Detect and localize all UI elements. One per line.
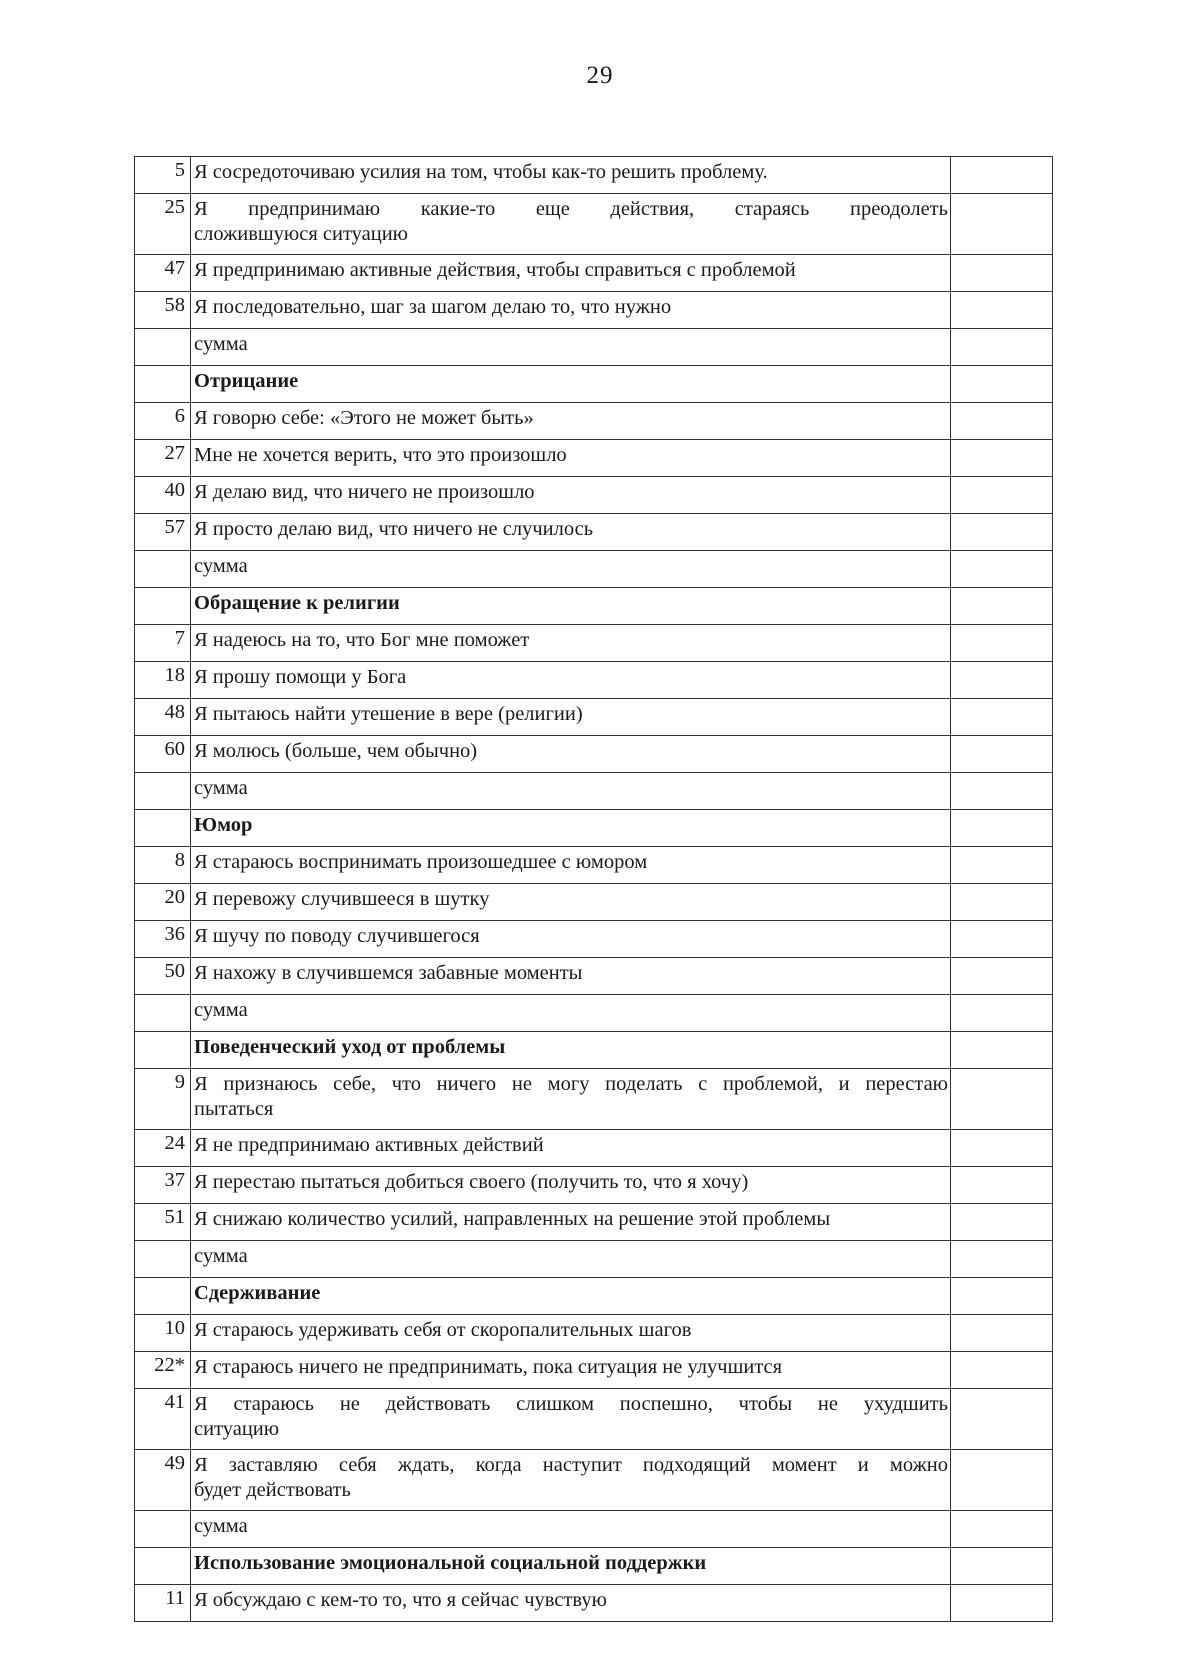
table-row: [135, 699, 1053, 736]
answer-cell: [951, 194, 1053, 255]
section-title: Отрицание: [191, 366, 951, 403]
table-row: [135, 1167, 1053, 1204]
item-statement: Я сосредоточиваю усилия на том, чтобы как-то решить проблему.: [191, 157, 951, 194]
item-number: 41: [135, 1389, 191, 1450]
item-number: 11: [135, 1585, 191, 1622]
item-number: [135, 810, 191, 847]
sum-label: сумма: [191, 1511, 951, 1548]
item-number: 10: [135, 1315, 191, 1352]
answer-cell: [951, 403, 1053, 440]
answer-cell: [951, 1511, 1053, 1548]
answer-cell: [951, 292, 1053, 329]
item-statement: [191, 1389, 951, 1450]
answer-cell: [951, 440, 1053, 477]
item-number: 57: [135, 514, 191, 551]
table-row: [135, 255, 1053, 292]
section-header-row: [135, 588, 1053, 625]
item-statement: [191, 1450, 951, 1511]
item-number: 7: [135, 625, 191, 662]
answer-cell: [951, 1352, 1053, 1389]
item-number: [135, 1278, 191, 1315]
sum-label: сумма: [191, 995, 951, 1032]
table-row: [135, 1069, 1053, 1130]
item-number: 37: [135, 1167, 191, 1204]
item-number: 49: [135, 1450, 191, 1511]
table-row: [135, 736, 1053, 773]
item-statement: Я обсуждаю с кем-то то, что я сейчас чувствую: [191, 1585, 951, 1622]
item-statement: Я надеюсь на то, что Бог мне поможет: [191, 625, 951, 662]
table-row: [135, 1315, 1053, 1352]
section-header-row: [135, 810, 1053, 847]
item-statement: Я предпринимаю активные действия, чтобы справиться с проблемой: [191, 255, 951, 292]
answer-cell: [951, 1241, 1053, 1278]
item-statement: Мне не хочется верить, что это произошло: [191, 440, 951, 477]
table-row: [135, 847, 1053, 884]
sum-row: [135, 551, 1053, 588]
item-statement: Я перевожу случившееся в шутку: [191, 884, 951, 921]
answer-cell: [951, 1167, 1053, 1204]
item-number: [135, 773, 191, 810]
sum-row: [135, 1511, 1053, 1548]
section-header-row: [135, 366, 1053, 403]
answer-cell: [951, 847, 1053, 884]
answer-cell: [951, 1315, 1053, 1352]
sum-label: сумма: [191, 1241, 951, 1278]
questionnaire-table: [134, 156, 1053, 1622]
item-statement: Я не предпринимаю активных действий: [191, 1130, 951, 1167]
answer-cell: [951, 588, 1053, 625]
item-statement: Я молюсь (больше, чем обычно): [191, 736, 951, 773]
table-row: [135, 884, 1053, 921]
answer-cell: [951, 1278, 1053, 1315]
answer-cell: [951, 699, 1053, 736]
sum-row: [135, 1241, 1053, 1278]
sum-label: сумма: [191, 329, 951, 366]
item-number: 47: [135, 255, 191, 292]
sum-row: [135, 995, 1053, 1032]
sum-row: [135, 329, 1053, 366]
answer-cell: [951, 255, 1053, 292]
item-statement-line-1: Я заставляю себя ждать, когда наступит подходящий момент и можно: [194, 1454, 948, 1476]
item-statement: Я перестаю пытаться добиться своего (получить то, что я хочу): [191, 1167, 951, 1204]
answer-cell: [951, 1032, 1053, 1069]
answer-cell: [951, 477, 1053, 514]
table-row: [135, 440, 1053, 477]
item-number: 40: [135, 477, 191, 514]
table-row: [135, 1130, 1053, 1167]
item-number: 18: [135, 662, 191, 699]
answer-cell: [951, 736, 1053, 773]
answer-cell: [951, 157, 1053, 194]
item-statement-line-2: пытаться: [194, 1098, 274, 1120]
page-number: 29: [586, 62, 614, 89]
sum-label: сумма: [191, 773, 951, 810]
section-header-row: [135, 1548, 1053, 1585]
answer-cell: [951, 1204, 1053, 1241]
item-number: 48: [135, 699, 191, 736]
table-row: [135, 194, 1053, 255]
item-statement: Я нахожу в случившемся забавные моменты: [191, 958, 951, 995]
section-title: Юмор: [191, 810, 951, 847]
answer-cell: [951, 884, 1053, 921]
answer-cell: [951, 958, 1053, 995]
table-row: [135, 157, 1053, 194]
item-number: [135, 588, 191, 625]
item-number: [135, 1241, 191, 1278]
answer-cell: [951, 773, 1053, 810]
item-statement: Я говорю себе: «Этого не может быть»: [191, 403, 951, 440]
section-header-row: [135, 1032, 1053, 1069]
table-row: [135, 1389, 1053, 1450]
sum-label: сумма: [191, 551, 951, 588]
section-title: Сдерживание: [191, 1278, 951, 1315]
table-row: [135, 662, 1053, 699]
table-row: [135, 1352, 1053, 1389]
section-header-row: [135, 1278, 1053, 1315]
item-statement: [191, 194, 951, 255]
answer-cell: [951, 662, 1053, 699]
item-statement: Я просто делаю вид, что ничего не случилось: [191, 514, 951, 551]
item-number: 22*: [135, 1352, 191, 1389]
section-title: Обращение к религии: [191, 588, 951, 625]
item-number: [135, 1511, 191, 1548]
item-number: 36: [135, 921, 191, 958]
table-row: [135, 403, 1053, 440]
item-number: 5: [135, 157, 191, 194]
item-statement: Я стараюсь воспринимать произошедшее с юмором: [191, 847, 951, 884]
item-number: 50: [135, 958, 191, 995]
item-number: 25: [135, 194, 191, 255]
item-statement: Я шучу по поводу случившегося: [191, 921, 951, 958]
item-statement: Я снижаю количество усилий, направленных на решение этой проблемы: [191, 1204, 951, 1241]
section-title: Поведенческий уход от проблемы: [191, 1032, 951, 1069]
item-statement: [191, 1069, 951, 1130]
table-row: [135, 625, 1053, 662]
table-row: [135, 514, 1053, 551]
answer-cell: [951, 921, 1053, 958]
table-row: [135, 1204, 1053, 1241]
item-statement-line-2: будет действовать: [194, 1479, 351, 1501]
item-number: 8: [135, 847, 191, 884]
section-title: Использование эмоциональной социальной поддержки: [191, 1548, 951, 1585]
answer-cell: [951, 625, 1053, 662]
item-number: 6: [135, 403, 191, 440]
item-statement-line-2: ситуацию: [194, 1418, 280, 1440]
answer-cell: [951, 551, 1053, 588]
table-row: [135, 921, 1053, 958]
item-statement-line-1: Я предпринимаю какие-то еще действия, стараясь преодолеть: [194, 198, 948, 220]
answer-cell: [951, 329, 1053, 366]
item-statement: Я последовательно, шаг за шагом делаю то, что нужно: [191, 292, 951, 329]
sum-row: [135, 773, 1053, 810]
item-statement-line-1: Я признаюсь себе, что ничего не могу поделать с проблемой, и перестаю: [194, 1073, 948, 1095]
answer-cell: [951, 1130, 1053, 1167]
item-number: 20: [135, 884, 191, 921]
item-number: 27: [135, 440, 191, 477]
item-number: 51: [135, 1204, 191, 1241]
answer-cell: [951, 1585, 1053, 1622]
item-number: [135, 995, 191, 1032]
item-number: [135, 366, 191, 403]
answer-cell: [951, 1450, 1053, 1511]
answer-cell: [951, 995, 1053, 1032]
answer-cell: [951, 1389, 1053, 1450]
answer-cell: [951, 1069, 1053, 1130]
item-number: 9: [135, 1069, 191, 1130]
table-row: [135, 477, 1053, 514]
answer-cell: [951, 810, 1053, 847]
item-statement: Я пытаюсь найти утешение в вере (религии): [191, 699, 951, 736]
answer-cell: [951, 366, 1053, 403]
item-statement: Я стараюсь удерживать себя от скоропалительных шагов: [191, 1315, 951, 1352]
answer-cell: [951, 514, 1053, 551]
table-row: [135, 1450, 1053, 1511]
item-number: 58: [135, 292, 191, 329]
item-number: 24: [135, 1130, 191, 1167]
item-statement: Я делаю вид, что ничего не произошло: [191, 477, 951, 514]
item-number: [135, 1548, 191, 1585]
item-statement: Я прошу помощи у Бога: [191, 662, 951, 699]
item-statement-line-2: сложившуюся ситуацию: [194, 223, 408, 245]
table-row: [135, 292, 1053, 329]
item-number: 60: [135, 736, 191, 773]
item-number: [135, 1032, 191, 1069]
item-number: [135, 329, 191, 366]
item-statement-line-1: Я стараюсь не действовать слишком поспешно, чтобы не ухудшить: [194, 1393, 948, 1415]
answer-cell: [951, 1548, 1053, 1585]
table-row: [135, 958, 1053, 995]
table-row: [135, 1585, 1053, 1622]
item-statement: Я стараюсь ничего не предпринимать, пока ситуация не улучшится: [191, 1352, 951, 1389]
item-number: [135, 551, 191, 588]
